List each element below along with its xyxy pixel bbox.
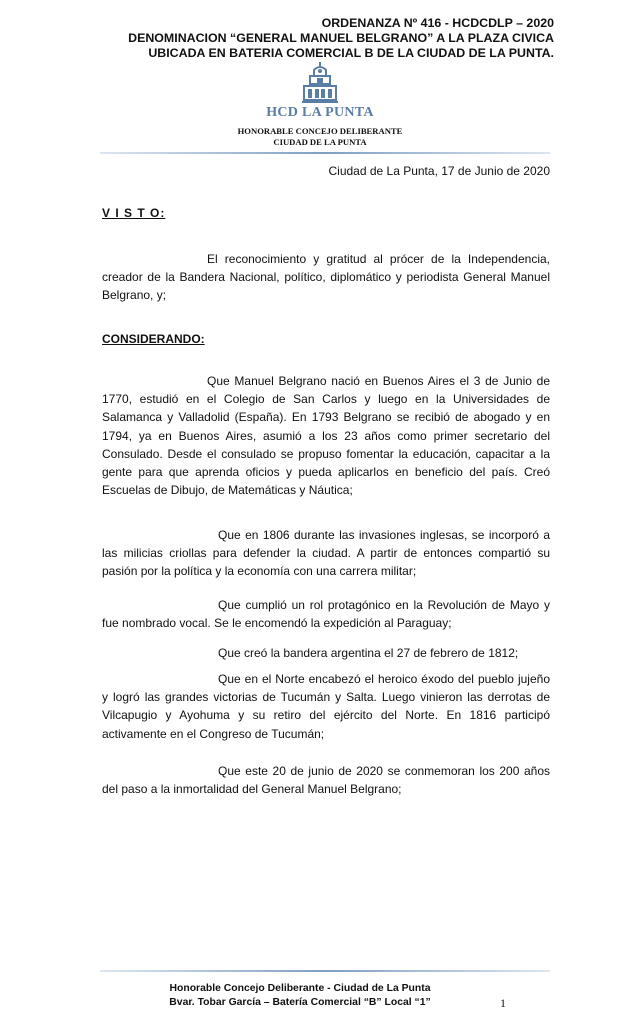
document-footer	[150, 982, 450, 1010]
header-divider	[100, 152, 550, 154]
considerando-paragraph-6	[102, 762, 550, 798]
considerando-heading: CONSIDERANDO:	[102, 332, 205, 346]
paragraph-text: Que cumplió un rol protagónico en la Revolución de Mayo y fue nombrado vocal. Se le encomendó la expedición al Paraguay;	[102, 598, 550, 631]
paragraph-text: Que en el Norte encabezó el heroico éxodo del pueblo jujeño y logró las grandes victorias de Tucumán y Salta. Luego vinieron las derrotas de Vilcapugio y Ayohuma y su retiro del ejército del Norte. En 1816 participó activamente en el Congreso de Tucumán;	[102, 672, 550, 741]
considerando-paragraph-3	[102, 596, 550, 632]
footer-divider	[100, 970, 550, 972]
paragraph-text: Que Manuel Belgrano nació en Buenos Aires el 3 de Junio de 1770, estudió en el Colegio de San Carlos y luego en la Universidades de Salamanca y Valladolid (España). En 1793 Belgrano se recibió de abogado y en 1794, ya en Buenos Aires, asumió a los 23 años como primer secretario del Consulado. Desde el consulado se propuso fomentar la educación, capacitar a la gente para que aprenda oficios y pueda aplicarlos en beneficio del país. Creó Escuelas de Dibujo, de Matemáticas y Náutica;	[102, 374, 550, 498]
institution-name	[200, 126, 440, 147]
considerando-paragraph-4	[102, 644, 550, 662]
considerando-paragraph-1	[102, 372, 550, 499]
hcd-logo	[250, 60, 390, 121]
paragraph-text: Que este 20 de junio de 2020 se conmemoran los 200 años del paso a la inmortalidad del General Manuel Belgrano;	[102, 764, 550, 797]
building-emblem-icon	[300, 60, 340, 104]
paragraph-text: Que creó la bandera argentina el 27 de febrero de 1812;	[218, 646, 519, 660]
ordinance-title-line1: DENOMINACION “GENERAL MANUEL BELGRANO” A LA PLAZA CIVICA	[128, 31, 554, 45]
page-number: 1	[500, 996, 506, 1010]
footer-address: Bvar. Tobar García – Batería Comercial “B” Local “1”	[169, 997, 431, 1008]
institution-line1: HONORABLE CONCEJO DELIBERANTE	[237, 126, 403, 136]
footer-institution: Honorable Concejo Deliberante - Ciudad de La Punta	[169, 983, 431, 994]
considerando-paragraph-2	[102, 526, 550, 581]
considerando-paragraph-5	[102, 670, 550, 743]
visto-text: El reconocimiento y gratitud al prócer de la Independencia, creador de la Bandera Nacional, político, diplomático y periodista General Manuel Belgrano, y;	[102, 252, 550, 303]
ordinance-title-line2: UBICADA EN BATERIA COMERCIAL B DE LA CIUDAD DE LA PUNTA.	[148, 46, 554, 60]
ordinance-number: ORDENANZA Nº 416 - HCDCDLP – 2020	[321, 16, 554, 30]
document-date: Ciudad de La Punta, 17 de Junio de 2020	[328, 164, 550, 178]
visto-heading: V I S T O:	[102, 206, 166, 220]
document-header	[34, 16, 554, 61]
visto-paragraph	[102, 250, 550, 305]
paragraph-text: Que en 1806 durante las invasiones inglesas, se incorporó a las milicias criollas para defender la ciudad. A partir de entonces compartió su pasión por la política y la economía con una carrera militar;	[102, 528, 550, 579]
institution-line2: CIUDAD DE LA PUNTA	[273, 136, 367, 147]
logo-text: HCD LA PUNTA	[266, 105, 374, 120]
